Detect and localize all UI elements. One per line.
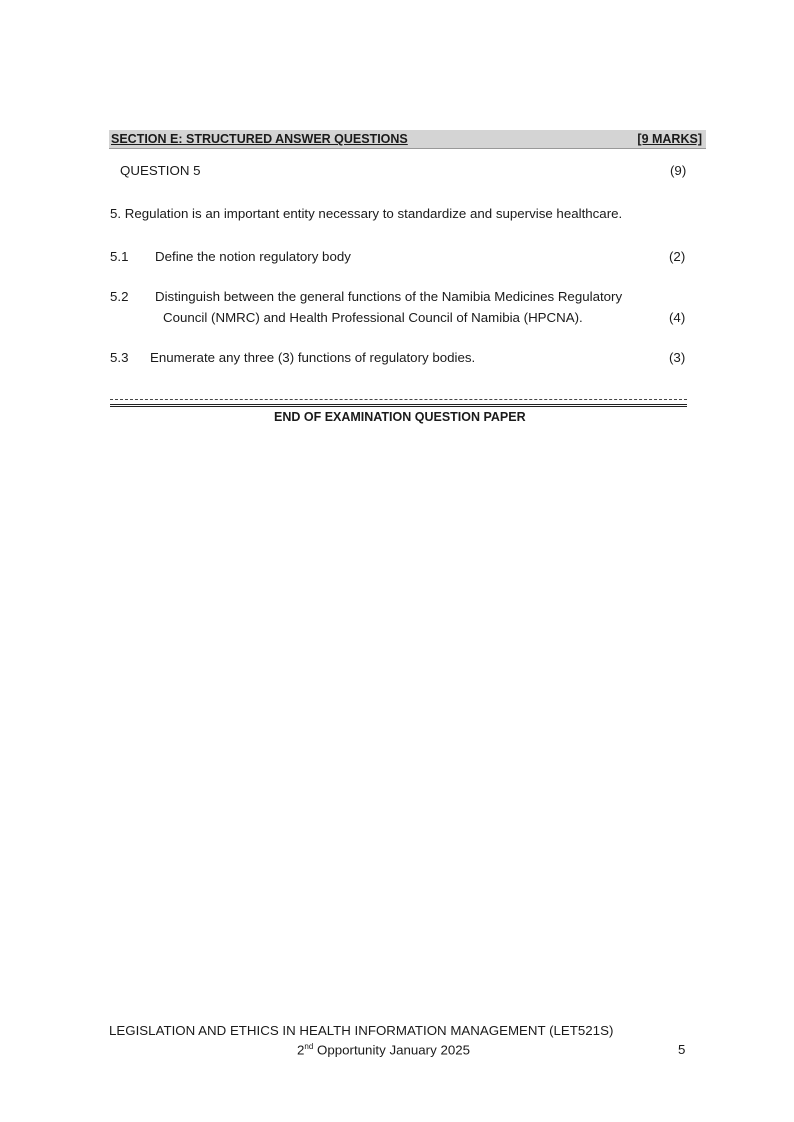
item-marks: (4) (669, 310, 686, 325)
item-number: 5.2 (110, 289, 129, 304)
section-header (109, 130, 706, 149)
item-number: 5.3 (110, 350, 129, 365)
end-of-paper: END OF EXAMINATION QUESTION PAPER (274, 410, 526, 424)
opportunity-number: 2 (297, 1042, 305, 1058)
question-label: QUESTION 5 (120, 163, 201, 178)
item-text: Distinguish between the general functions of the Namibia Medicines Regulatory (155, 289, 623, 304)
footer-opportunity (297, 1042, 470, 1057)
double-divider (110, 404, 687, 407)
item-marks: (3) (669, 350, 686, 365)
item-number: 5.1 (110, 249, 129, 264)
section-marks: [9 MARKS] (637, 132, 702, 146)
item-marks: (2) (669, 249, 686, 264)
item-text-continued: Council (NMRC) and Health Professional Council of Namibia (HPCNA). (163, 310, 583, 325)
dashed-divider (110, 399, 687, 400)
item-text: Enumerate any three (3) functions of regulatory bodies. (150, 350, 476, 365)
opportunity-text: Opportunity January 2025 (313, 1042, 471, 1058)
section-title: SECTION E: STRUCTURED ANSWER QUESTIONS (111, 132, 408, 146)
opportunity-suffix: nd (304, 1042, 314, 1051)
footer-course: LEGISLATION AND ETHICS IN HEALTH INFORMATION MANAGEMENT (LET521S) (109, 1023, 614, 1038)
item-text: Define the notion regulatory body (155, 249, 351, 264)
question-marks: (9) (670, 163, 687, 178)
question-intro: 5. Regulation is an important entity necessary to standardize and supervise healthcare. (110, 206, 623, 221)
page-number: 5 (678, 1042, 686, 1057)
